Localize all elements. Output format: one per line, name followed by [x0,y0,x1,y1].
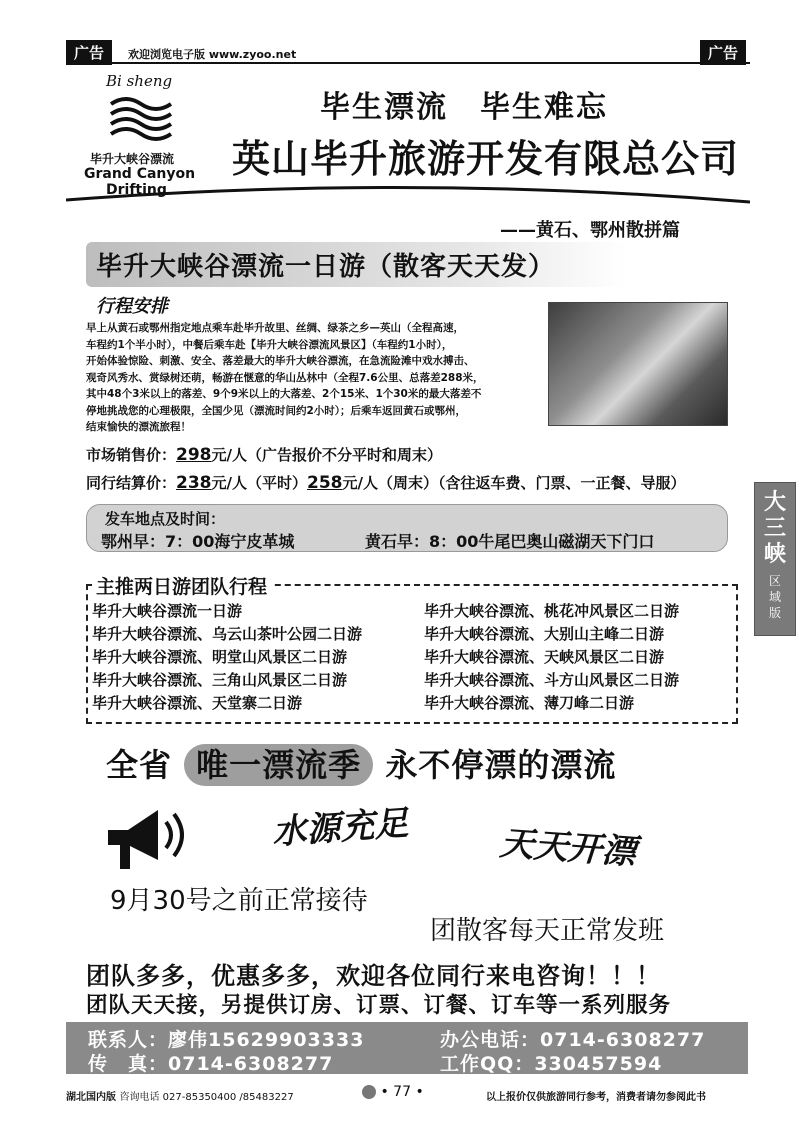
page-number-wrap: • 77 • [362,1084,424,1100]
headline-post: 永不停漂的漂流 [385,746,617,784]
promo-line-2: 团队天天接，另提供订房、订票、订餐、订车等一系列服务 [86,993,672,1018]
slogan: 毕生漂流 毕生难忘 [320,90,608,125]
tour-right-3: 毕升大峡谷漂流、天峡风景区二日游 [424,648,665,666]
daily-slogan: 天天开漂 [498,823,637,873]
headline-pre: 全省 [106,746,173,784]
subtitle: ——黄石、鄂州散拼篇 [500,220,680,241]
company-name: 英山毕升旅游开发有限总公司 [232,136,740,181]
logo-wave-icon [106,92,176,144]
fax [88,1049,333,1076]
side-tab [754,482,796,636]
trade-price-line [86,472,685,493]
footer-left [66,1088,294,1103]
logo-cn: 毕升大峡谷漂流 [90,152,175,166]
water-slogan: 水源充足 [271,803,410,853]
tour-left-3: 毕升大峡谷漂流、明堂山风景区二日游 [92,648,348,666]
ad-tag-right: 广告 [700,40,746,65]
itinerary-line: 观奇风秀水、赏绿树还萌，畅游在惬意的华山丛林中（全程7.6公里、总落差288米， [86,371,484,384]
tour-left-4: 毕升大峡谷漂流、三角山风景区二日游 [92,671,348,689]
logo-en1: Grand Canyon [84,166,196,182]
tour-banner: 毕升大峡谷漂流一日游（散客天天发） [86,242,626,287]
tour-right-2: 毕升大峡谷漂流、大别山主峰二日游 [424,625,665,643]
logo-en2: Drifting [106,182,167,198]
office-phone [440,1025,705,1052]
headline [106,740,616,786]
tour-right-4: 毕升大峡谷漂流、斗方山风景区二日游 [424,671,680,689]
trade-price-weekend: 258 [307,473,343,493]
promo-line-2-wrap [86,988,746,1019]
departure-huangshi: 黄石早：8：00牛尾巴奥山磁湖天下门口 [365,532,655,551]
logo-script: Bi sheng [106,72,173,90]
departure-ezhou: 鄂州早：7：00海宁皮革城 [101,532,295,551]
trade-price-weekday-note: 元/人（平时） [211,474,307,492]
contact-person [88,1025,364,1052]
trade-price-weekday: 238 [176,473,212,493]
market-price-label: 市场销售价： [86,446,177,464]
footer-right: 以上报价仅供旅游同行参考，消费者请勿参阅此书 [486,1092,706,1103]
normal-before: 9月30号之前正常接待 [110,886,368,916]
headline-highlight: 唯一漂流季 [184,744,373,786]
megaphone-icon [98,800,198,880]
header-url: 欢迎浏览电子版 www.zyoo.net [128,48,297,61]
side-tab-sub: 区域版 [768,574,781,620]
itinerary-line: 车程约1个半小时），中餐后乘车赴【毕升大峡谷漂流风景区】（车程约1小时）， [86,338,453,351]
header-rule [66,62,750,64]
page-badge-icon [362,1085,376,1099]
market-price-line [86,444,442,465]
trade-price-label: 同行结算价： [86,474,177,492]
group-daily: 团散客每天正常发班 [430,916,665,946]
header-swoosh [66,172,750,208]
tours-left [92,600,362,715]
footer-edition: 湖北国内版 [66,1092,116,1103]
rafting-photo [548,302,728,426]
itinerary-line: 早上从黄石或鄂州指定地点乘车赴毕升故里、丝绸、绿茶之乡—英山（全程高速， [86,322,464,334]
market-price: 298 [176,445,212,465]
tour-right-5: 毕升大峡谷漂流、薄刀峰二日游 [424,694,635,712]
page-number: 77 [393,1084,411,1100]
promo-line-1: 团队多多，优惠多多，欢迎各位同行来电咨询！！！ [86,962,661,990]
itinerary-title: 行程安排 [96,296,168,317]
work-qq [440,1049,662,1076]
departure-title: 发车地点及时间： [105,510,226,528]
contact-person-value: 廖伟15629903333 [168,1029,365,1051]
work-qq-label: 工作QQ： [440,1053,535,1075]
tour-right-1: 毕升大峡谷漂流、桃花冲风景区二日游 [424,602,680,620]
ad-tag-left: 广告 [66,40,112,65]
itinerary-text [86,320,546,436]
footer-phone: 咨询电话 027-85350400 /85483227 [119,1092,294,1103]
fax-label: 传 真： [88,1053,169,1075]
contact-person-label: 联系人： [88,1029,169,1051]
office-phone-label: 办公电话： [440,1029,541,1051]
side-tab-title: 大三峡 [763,489,786,567]
contact-bar [66,1022,748,1074]
itinerary-line: 开始体验惊险、刺激、安全、落差最大的毕升大峡谷漂流，在急流险滩中戏水搏击、 [86,355,475,367]
trade-price-note: 元/人（周末）（含往返车费、门票、一正餐、导服） [342,474,686,492]
tour-left-1: 毕升大峡谷漂流一日游 [92,602,243,620]
itinerary-line: 结束愉快的漂流旅程！ [86,421,191,433]
market-price-note: 元/人（广告报价不分平时和周末） [211,446,442,464]
itinerary-line: 其中48个3米以上的落差、9个9米以上的大落差、2个15米、1个30米的最大落差不 [86,388,482,400]
tours-title: 主推两日游团队行程 [92,572,271,599]
departure-box [86,504,728,552]
itinerary-line: 停地挑战您的心理极限，全国少见（漂流时间约2小时）；后乘车返回黄石或鄂州， [86,404,467,417]
fax-value: 0714-6308277 [168,1053,334,1075]
tours-right [424,600,679,715]
tour-left-2: 毕升大峡谷漂流、乌云山茶叶公园二日游 [92,625,363,643]
tour-left-5: 毕升大峡谷漂流、天堂寨二日游 [92,694,303,712]
work-qq-value: 330457594 [534,1053,663,1075]
office-phone-value: 0714-6308277 [540,1029,706,1051]
